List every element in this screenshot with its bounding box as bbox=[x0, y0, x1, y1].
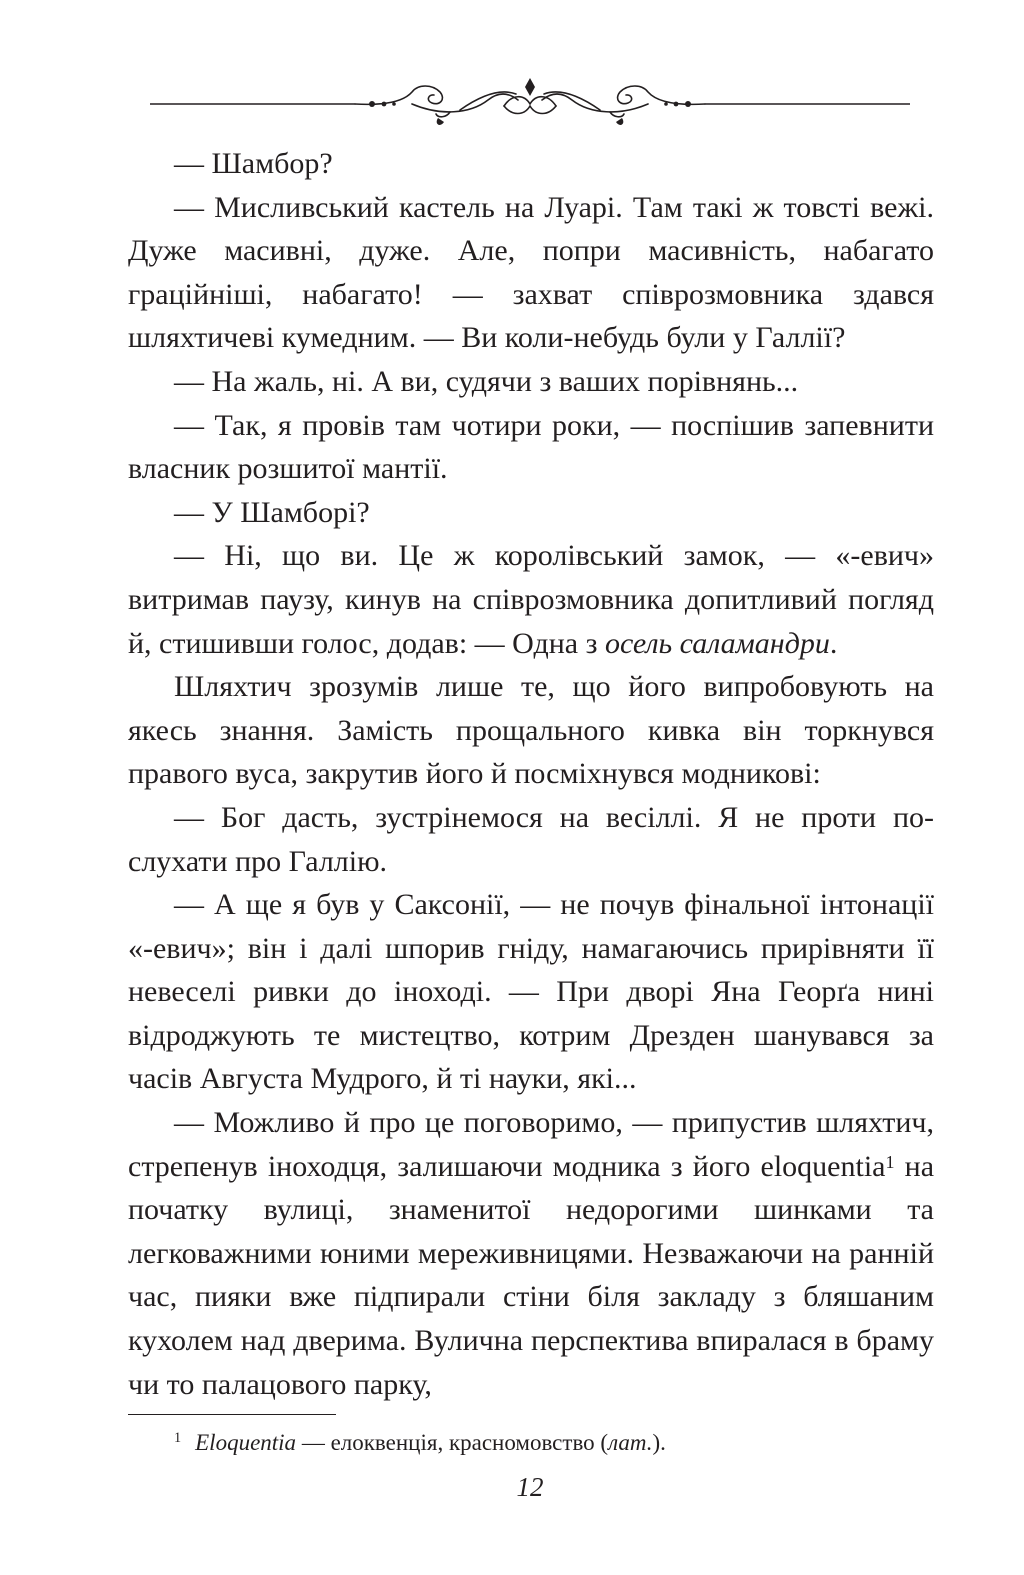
footnote-marker: 1 bbox=[174, 1430, 182, 1447]
footnote bbox=[174, 1428, 934, 1458]
paragraph-text: — Можливо й про це поговоримо, — припустив шляхтич, стрепенув іноходця, залишаючи модника з його eloquentia bbox=[128, 1106, 934, 1183]
paragraph: — На жаль, ні. А ви, судячи з ваших порівнянь... bbox=[174, 364, 799, 398]
paragraph: — Бог дасть, зустрінемося на весіллі. Я не проти послухати про Галлію. bbox=[128, 800, 934, 878]
paragraph bbox=[128, 1101, 934, 1406]
footnote-text: — елоквенція, красномовство ( bbox=[296, 1430, 609, 1455]
paragraph: — У Шамборі? bbox=[174, 495, 370, 529]
paragraph-text: . bbox=[829, 626, 838, 660]
main-text bbox=[128, 142, 934, 1406]
footnote-term: Eloquentia bbox=[195, 1430, 297, 1455]
decorative-header-ornament-icon bbox=[150, 70, 910, 130]
paragraph-text: на початку вулиці, знаменитої недорогими шинками та легковажними юними мереживницями. Незважаючи на ранній час, пияки вже підпирали стіни біля закладу з бляшаним кухолем над дверима. Вулична перспектива впиралася в браму чи то палацового парку, bbox=[128, 1149, 935, 1401]
paragraph: — Шамбор? bbox=[174, 147, 333, 180]
footnote-separator bbox=[128, 1414, 336, 1415]
paragraph-text: — Ні, що ви. Це ж королівський замок, — «-евич» витримав паузу, кинув на співрозмовника допитливий погляд й, стишивши голос, додав: — Одна з bbox=[128, 539, 934, 660]
page-number: 12 bbox=[516, 1472, 544, 1502]
paragraph bbox=[128, 534, 934, 665]
footnote-language: лат. bbox=[608, 1430, 653, 1455]
paragraph: — А ще я був у Саксонії, — не почув фінальної інтонації «-евич»; він і далі шпорив гніду, намагаючись прирівняти її невеселі ривки до іноході. — При дворі Яна Георґа нині відроджують те мистецтво, котрим Дрезден шанувався за часів Августа Мудрого, й ті науки, які... bbox=[128, 888, 934, 1096]
paragraph: — Так, я провів там чотири роки, — поспішив запевнити власник розшитої мантії. bbox=[128, 408, 934, 486]
paragraph: Шляхтич зрозумів лише те, що його випробовують на якесь знання. Замість прощального кивка він торкнувся правого вуса, закрутив його й посміхнувся модникові: bbox=[128, 670, 934, 791]
italic-phrase: осель саламандри bbox=[604, 626, 830, 660]
paragraph: — Мисливський кастель на Луарі. Там такі ж товсті вежі. Дуже масивні, дуже. Але, попри масивність, набагато граційніші, набагато! — захват співрозмовника здався шляхтичеві кумедним. — Ви коли-небудь були у Галлії? bbox=[128, 190, 934, 355]
footnote-reference[interactable]: 1 bbox=[885, 1151, 895, 1172]
footnote-text-end: ). bbox=[652, 1430, 666, 1455]
